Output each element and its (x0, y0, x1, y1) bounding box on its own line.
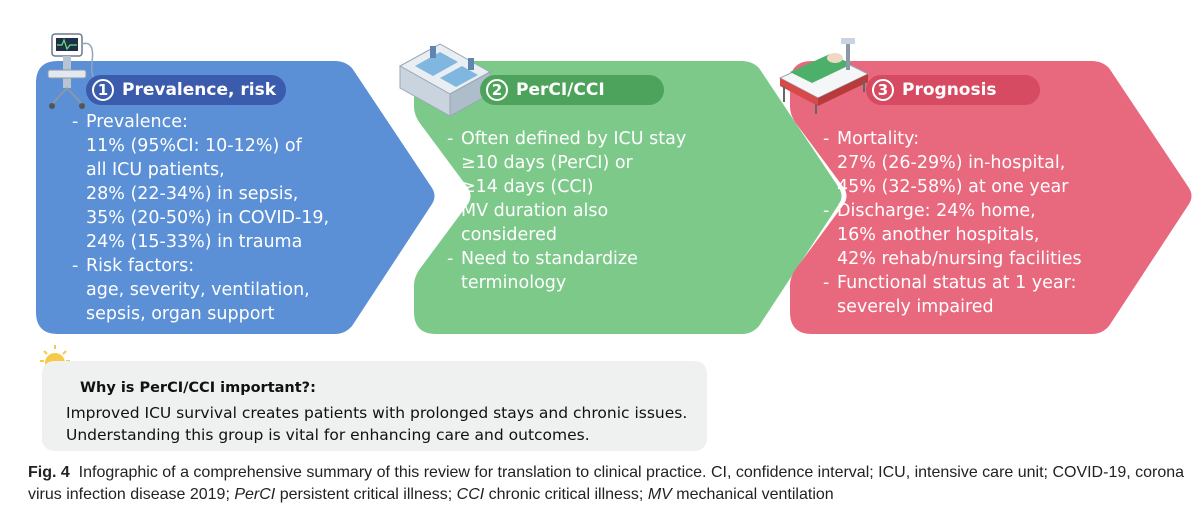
text-line: terminology (461, 273, 567, 293)
step-number-3: 3 (872, 79, 894, 101)
text-line: 45% (32-58%) at one year (837, 177, 1069, 197)
list-item (823, 271, 1082, 319)
caption-text: Infographic of a comprehensive summary of this review for translation to clinical practice. CI, confidence interval; ICU, intensive care unit; COVID-19, corona virus infection disease 2019; (28, 464, 1185, 503)
text-line: 28% (22-34%) in sepsis, (86, 184, 299, 204)
text-line: MV duration also (461, 201, 609, 221)
text-line: all ICU patients, (86, 160, 225, 180)
caption-text: chronic critical illness; (484, 486, 648, 503)
caption-text: persistent critical illness; (275, 486, 457, 503)
panel-3-title: Prognosis (902, 80, 997, 100)
note-line: Understanding this group is vital for enhancing care and outcomes. (66, 426, 590, 444)
text-line: Mortality: (837, 129, 920, 149)
bullet-dash: - (823, 129, 830, 149)
bullet-dash: - (447, 201, 454, 221)
list-item (72, 110, 329, 254)
text-line: Risk factors: (86, 256, 195, 276)
list-item (447, 247, 686, 295)
note-title: Why is PerCI/CCI important?: (80, 380, 316, 396)
step-number-2: 2 (486, 79, 508, 101)
note-line: Improved ICU survival creates patients with prolonged stays and chronic issues. (66, 404, 688, 422)
caption-abbrev: CCI (456, 486, 485, 503)
panel-2-badge (480, 75, 664, 105)
bullet-dash: - (823, 273, 830, 293)
panel-3-badge (866, 75, 1040, 105)
text-line: Need to standardize (461, 249, 638, 269)
bullet-dash: - (447, 129, 454, 149)
panel-1-text (72, 110, 329, 326)
text-line: Often defined by ICU stay (461, 129, 687, 149)
list-item (72, 254, 329, 326)
panel-3-text (823, 127, 1082, 319)
bullet-dash: - (823, 201, 830, 221)
text-line: Discharge: 24% home, (837, 201, 1036, 221)
text-line: 42% rehab/nursing facilities (837, 249, 1082, 269)
caption-abbrev: PerCI (234, 486, 276, 503)
bullet-dash: - (447, 249, 454, 269)
text-line: 27% (26-29%) in-hospital, (837, 153, 1066, 173)
text-line: 16% another hospitals, (837, 225, 1040, 245)
text-line: ≥10 days (PerCI) or (461, 153, 633, 173)
text-line: Functional status at 1 year: (837, 273, 1077, 293)
list-item (823, 127, 1082, 199)
text-line: severely impaired (837, 297, 994, 317)
bullet-dash: - (72, 112, 79, 132)
text-line: considered (461, 225, 557, 245)
bullet-dash: - (72, 256, 79, 276)
text-line: sepsis, organ support (86, 304, 275, 324)
text-line: 35% (20-50%) in COVID-19, (86, 208, 330, 228)
step-number-1: 1 (92, 79, 114, 101)
figure-caption (28, 462, 1188, 506)
list-item (447, 199, 686, 247)
text-line: 11% (95%CI: 10-12%) of (86, 136, 302, 156)
panel-2-text (447, 127, 686, 295)
list-item (447, 127, 686, 199)
panel-1-badge (86, 75, 286, 105)
text-line: ≥14 days (CCI) (461, 177, 594, 197)
figure-label: Fig. 4 (28, 464, 70, 481)
panel-2-title: PerCI/CCI (516, 80, 605, 100)
text-line: age, severity, ventilation, (86, 280, 310, 300)
caption-abbrev: MV (647, 486, 672, 503)
panel-1-title: Prevalence, risk (122, 80, 277, 100)
list-item (823, 199, 1082, 271)
text-line: Prevalence: (86, 112, 188, 132)
text-line: 24% (15-33%) in trauma (86, 232, 303, 252)
note-body (66, 402, 687, 446)
caption-text: mechanical ventilation (671, 486, 834, 503)
